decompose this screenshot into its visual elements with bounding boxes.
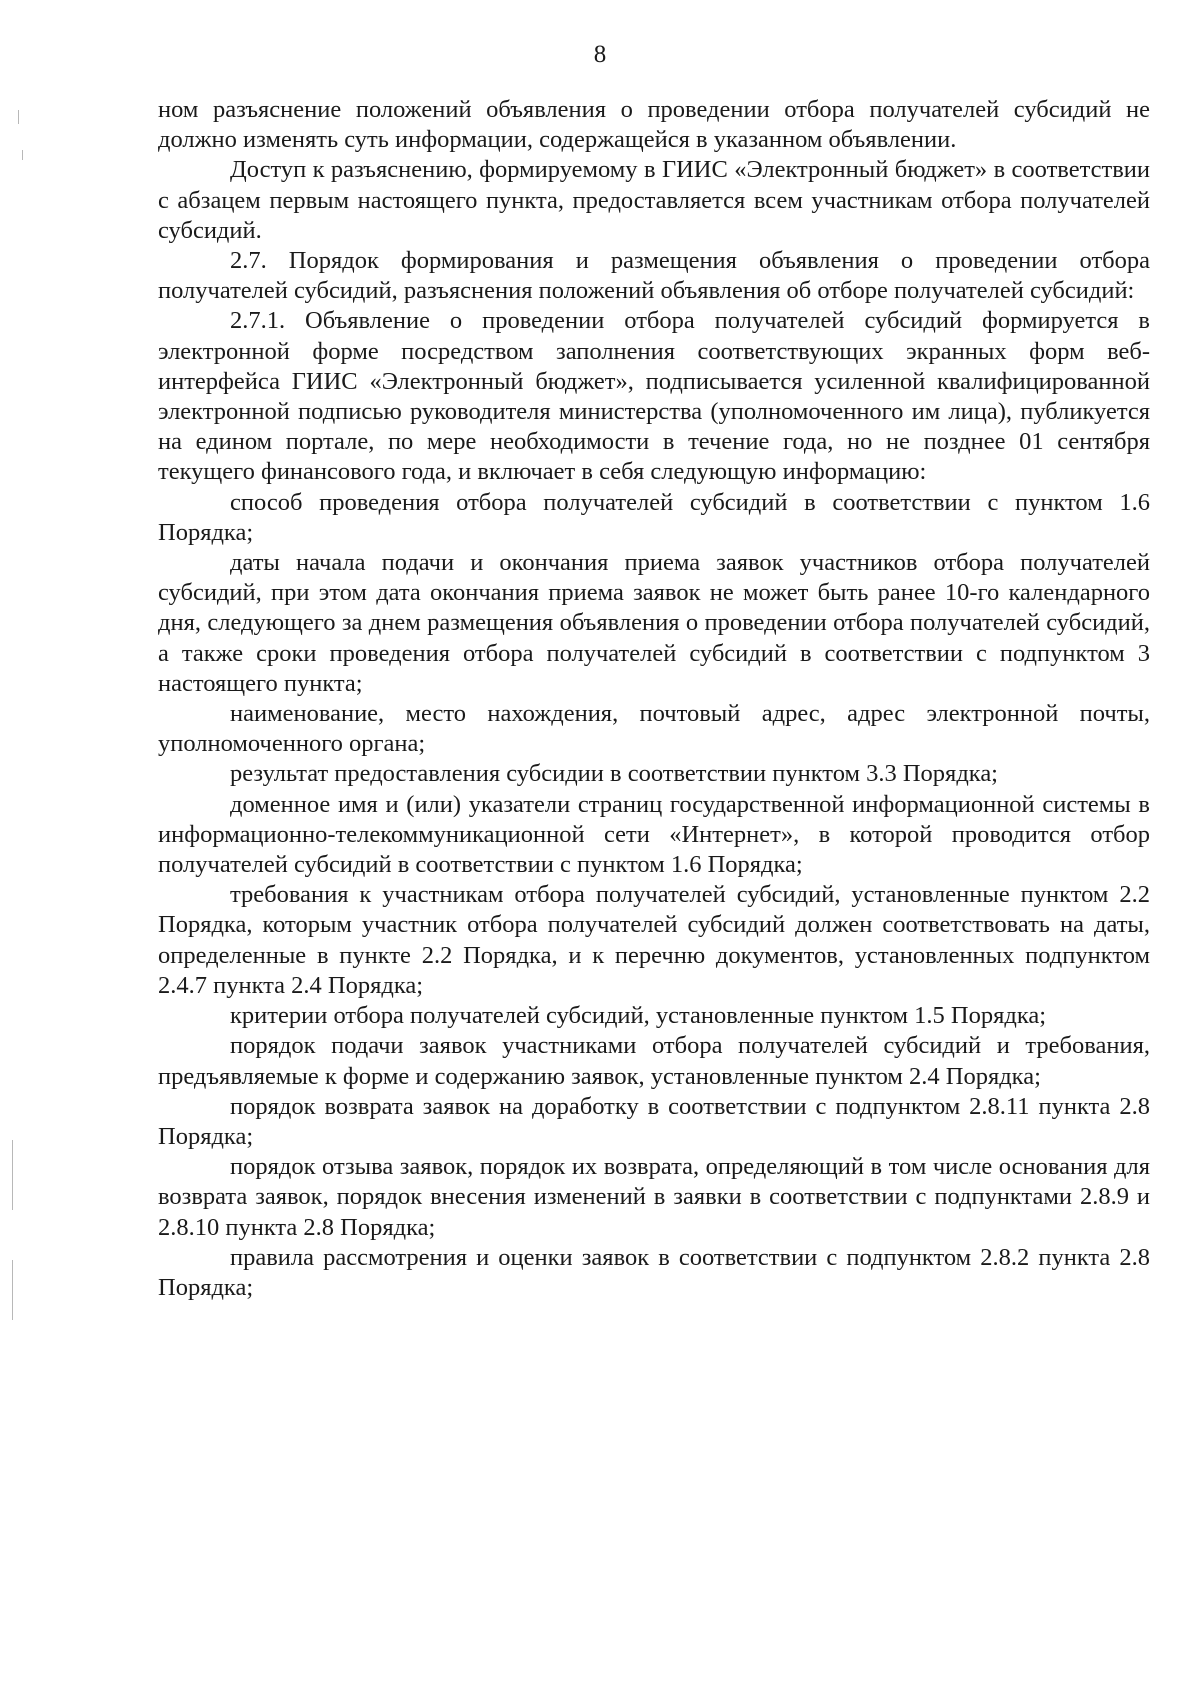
list-item-return-for-revision: порядок возврата заявок на доработку в соответствии с подпунктом 2.8.11 пункта 2.8 Порядка; <box>158 1092 1150 1150</box>
list-item-review-rules: правила рассмотрения и оценки заявок в соответствии с подпунктом 2.8.2 пункта 2.8 Порядка; <box>158 1243 1150 1301</box>
list-item-authority-details: наименование, место нахождения, почтовый адрес, адрес электронной почты, уполномоченного органа; <box>158 700 1150 758</box>
scan-artifact <box>12 1140 13 1210</box>
paragraph-2-7-1: 2.7.1. Объявление о проведении отбора получателей субсидий формируется в электронной форме посредством заполнения соответствующих экранных форм веб-интерфейса ГИИС «Электронный бюджет», подписывается усиленной квалифицированной электронной подписью руководителя министерства (уполномоченного им лица), публикуется на едином портале, по мере необходимости в течение года, но не позднее 01 сентября текущего финансового года, и включает в себя следующую информацию: <box>158 307 1150 486</box>
list-item-application-dates: даты начала подачи и окончания приема заявок участников отбора получателей субсидий, при этом дата окончания приема заявок не может быть ранее 10-го календарного дня, следующего за днем размещения объявления о проведении отбора получателей субсидий, а также сроки проведения отбора получателей субсидий в соответствии с подпунктом 3 настоящего пункта; <box>158 549 1150 697</box>
list-item-selection-method: способ проведения отбора получателей субсидий в соответствии с пунктом 1.6 Порядка; <box>158 488 1150 546</box>
paragraph-2-7: 2.7. Порядок формирования и размещения объявления о проведении отбора получателей субсидий, разъяснения положений объявления об отборе получателей субсидий: <box>158 247 1150 305</box>
list-item-subsidy-result: результат предоставления субсидии в соответствии пунктом 3.3 Порядка; <box>230 760 998 788</box>
list-item-participant-requirements: требования к участникам отбора получателей субсидий, установленные пунктом 2.2 Порядка, которым участник отбора получателей субсидий должен соответствовать на даты, определенные в пункте 2.2 Порядка, и к перечню документов, установленных подпунктом 2.4.7 пункта 2.4 Порядка; <box>158 881 1150 999</box>
scan-artifact <box>18 110 19 124</box>
paragraph-access-clarification: Доступ к разъяснению, формируемому в ГИИС «Электронный бюджет» в соответствии с абзацем первым настоящего пункта, предоставляется всем участникам отбора получателей субсидий. <box>158 156 1150 244</box>
list-item-withdrawal-procedure: порядок отзыва заявок, порядок их возврата, определяющий в том числе основания для возврата заявок, порядок внесения изменений в заявки в соответствии с подпунктами 2.8.9 и 2.8.10 пункта 2.8 Порядка; <box>158 1153 1150 1241</box>
list-item-selection-criteria: критерии отбора получателей субсидий, установленные пунктом 1.5 Порядка; <box>230 1002 1047 1030</box>
paragraph-continuation: ном разъяснение положений объявления о проведении отбора получателей субсидий не должно изменять суть информации, содержащейся в указанном объявлении. <box>158 96 1150 154</box>
scan-artifact <box>12 1260 13 1320</box>
scan-artifact <box>22 150 23 160</box>
page-number: 8 <box>593 41 607 68</box>
document-body <box>158 95 1150 1303</box>
list-item-domain-name: доменное имя и (или) указатели страниц государственной информационной системы в информационно-телекоммуникационной сети «Интернет», в которой проводится отбор получателей субсидий в соответствии с пунктом 1.6 Порядка; <box>158 790 1150 879</box>
list-item-application-procedure: порядок подачи заявок участниками отбора получателей субсидий и требования, предъявляемые к форме и содержанию заявок, установленные пунктом 2.4 Порядка; <box>158 1032 1150 1090</box>
